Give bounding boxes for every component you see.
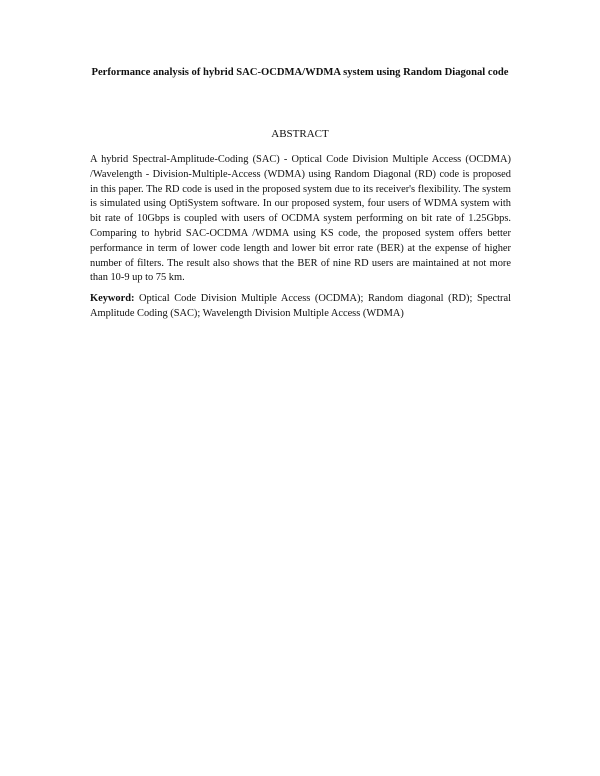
keywords-text: Optical Code Division Multiple Access (OCDMA); Random diagonal (RD); Spectral Amplitude Coding (SAC); Wavelength Division Multiple Access (WDMA)	[90, 293, 511, 319]
keywords-paragraph	[90, 292, 511, 322]
keywords-label: Keyword:	[90, 293, 135, 304]
paper-title: Performance analysis of hybrid SAC-OCDMA/WDMA system using Random Diagonal code	[91, 67, 509, 78]
abstract-paragraph: A hybrid Spectral-Amplitude-Coding (SAC) - Optical Code Division Multiple Access (OCDMA) /Wavelength - Division-Multiple-Access (WDMA) using Random Diagonal (RD) code is proposed in this paper. The RD code is used in the proposed system due to its receiver's flexibility. The system is simulated using OptiSystem software. In our proposed system, four users of WDMA system with bit rate of 10Gbps is coupled with users of OCDMA system performing on bit rate of 1.25Gbps. Comparing to hybrid SAC-OCDMA /WDMA using KS code, the proposed system offers better performance in term of lower code length and lower bit error rate (BER) at the expense of higher number of filters. The result also shows that the BER of nine RD users are maintained at not more than 10-9 up to 75 km.	[90, 154, 511, 284]
abstract-heading: ABSTRACT	[271, 128, 329, 140]
